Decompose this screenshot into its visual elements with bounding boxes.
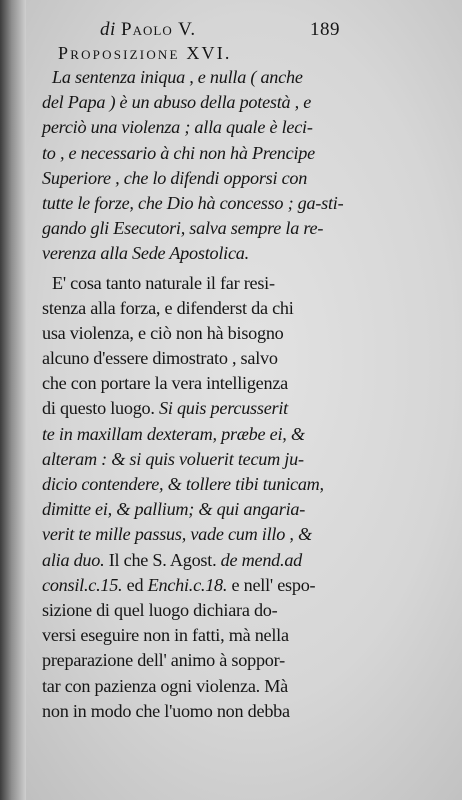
body-line: alia duo. Il che S. Agost. de mend.ad xyxy=(42,549,303,570)
statement-line: tutte le forze, che Dio hà concesso ; ga-sti- xyxy=(42,192,344,213)
statement-line: La sentenza iniqua , e nulla ( anche xyxy=(52,67,303,87)
statement-line: del Papa ) è un abuso della potestà , e xyxy=(42,92,312,113)
body-line: preparazione dell' animo à soppor- xyxy=(42,650,285,671)
page-gutter-shadow xyxy=(0,0,26,800)
statement-line: verenza alla Sede Apostolica. xyxy=(42,243,249,264)
body-line: E' cosa tanto naturale il far resi- xyxy=(52,272,275,293)
statement-line: gando gli Esecutori, salva sempre la re- xyxy=(42,218,324,239)
latin-quote-start: Si quis percusserit xyxy=(159,398,288,419)
latin-quote-line: verit te mille passus, vade cum illo , & xyxy=(42,524,312,545)
body-line: consil.c.15. ed Enchi.c.18. e nell' espo- xyxy=(42,574,316,595)
body-line: che con portare la vera intelligenza xyxy=(42,373,288,394)
body-line: di questo luogo. Si quis percusserit xyxy=(42,398,288,419)
page-number: 189 xyxy=(310,19,340,40)
text-block xyxy=(42,18,342,724)
statement-line: to , e necessario à chi non hà Prencipe xyxy=(42,142,315,163)
body-line: versi eseguire non in fatti, mà nella xyxy=(42,625,289,646)
latin-quote-line: alteram : & si quis voluerit tecum ju- xyxy=(42,448,304,469)
latin-quote-line: te in maxillam dexteram, præbe ei, & xyxy=(42,423,305,444)
statement-line: perciò una violenza ; alla quale è leci- xyxy=(42,117,313,138)
body-line: usa violenza, e ciò non hà bisogno xyxy=(42,322,284,343)
running-head xyxy=(42,18,342,42)
latin-quote-line: dicio contendere, & tollere tibi tunicam, xyxy=(42,474,324,494)
body-line: non in modo che l'uomo non debba xyxy=(42,700,290,721)
latin-quote-line: dimitte ei, & pallium; & qui angaria- xyxy=(42,499,306,520)
body-line: tar con pazienza ogni violenza. Mà xyxy=(42,675,289,696)
body-line: sizione di quel luogo dichiara do- xyxy=(42,599,278,620)
body-paragraph xyxy=(42,271,342,724)
running-head-title: di Paolo V. xyxy=(100,19,197,40)
italic-statement xyxy=(42,65,342,267)
body-line: stenza alla forza, e difenderst da chi xyxy=(42,297,294,318)
statement-line: Superiore , che lo difendi opporsi con xyxy=(42,167,308,188)
body-line: alcuno d'essere dimostrato , salvo xyxy=(42,348,278,369)
proposition-heading: Proposizione XVI. xyxy=(58,43,232,63)
